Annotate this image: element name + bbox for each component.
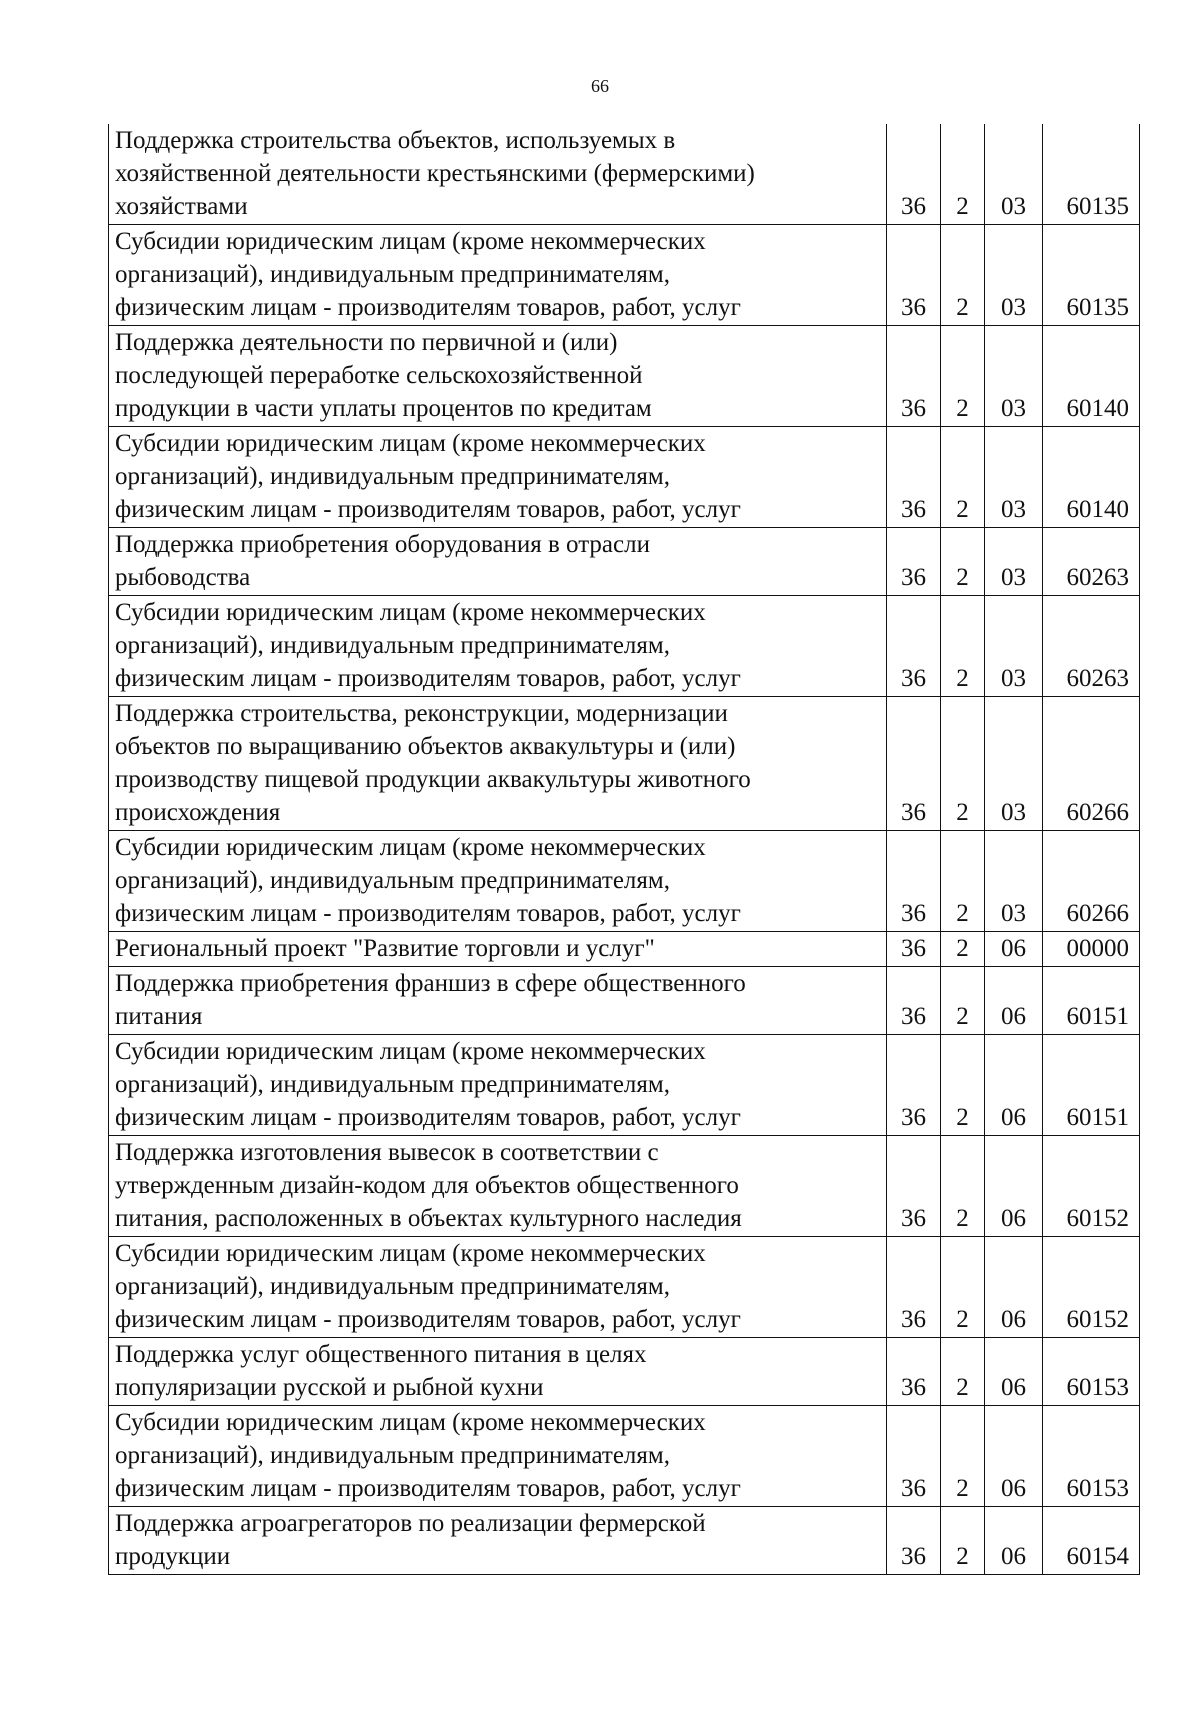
description-line: Региональный проект "Развитие торговли и услуг" (115, 935, 655, 962)
target-article-code: 60153 (1043, 1406, 1140, 1507)
row-description (109, 1406, 887, 1507)
table-row (109, 427, 1140, 528)
budget-table (108, 124, 1140, 1575)
description-line: физическим лицам - производителям товаров, работ, услуг (115, 294, 741, 321)
description-line: популяризации русской и рыбной кухни (115, 1374, 544, 1401)
subsection-code: 06 (985, 1237, 1043, 1338)
ministry-code: 36 (887, 427, 941, 528)
table-row (109, 1507, 1140, 1575)
ministry-code: 36 (887, 932, 941, 967)
table-row (109, 1338, 1140, 1406)
target-article-code: 60135 (1043, 225, 1140, 326)
table-row (109, 528, 1140, 596)
row-description (109, 596, 887, 697)
ministry-code: 36 (887, 967, 941, 1035)
row-description (109, 967, 887, 1035)
description-line: физическим лицам - производителям товаров, работ, услуг (115, 900, 741, 927)
row-description (109, 225, 887, 326)
target-article-code: 60135 (1043, 124, 1140, 225)
ministry-code: 36 (887, 225, 941, 326)
target-article-code: 60151 (1043, 967, 1140, 1035)
ministry-code: 36 (887, 326, 941, 427)
ministry-code: 36 (887, 528, 941, 596)
description-line: хозяйственной деятельности крестьянскими (фермерскими) (115, 160, 755, 187)
table-row (109, 697, 1140, 831)
row-description (109, 528, 887, 596)
description-line: организаций), индивидуальным предпринимателям, (115, 1442, 670, 1469)
section-code: 2 (941, 596, 985, 697)
description-line: производству пищевой продукции аквакультуры животного (115, 766, 751, 793)
description-line: Субсидии юридическим лицам (кроме некоммерческих (115, 834, 706, 861)
table-row (109, 967, 1140, 1035)
description-line: Субсидии юридическим лицам (кроме некоммерческих (115, 599, 706, 626)
description-line: физическим лицам - производителям товаров, работ, услуг (115, 1306, 741, 1333)
description-line: организаций), индивидуальным предпринимателям, (115, 867, 670, 894)
description-line: Поддержка деятельности по первичной и (или) (115, 329, 618, 356)
row-description (109, 326, 887, 427)
description-line: Поддержка приобретения франшиз в сфере общественного (115, 970, 746, 997)
subsection-code: 06 (985, 1035, 1043, 1136)
table-row (109, 596, 1140, 697)
description-line: Поддержка изготовления вывесок в соответствии с (115, 1139, 659, 1166)
subsection-code: 06 (985, 1507, 1043, 1575)
ministry-code: 36 (887, 596, 941, 697)
description-line: питания (115, 1003, 203, 1030)
subsection-code: 06 (985, 1338, 1043, 1406)
ministry-code: 36 (887, 1035, 941, 1136)
description-line: Поддержка агроагрегаторов по реализации фермерской (115, 1510, 706, 1537)
target-article-code: 60140 (1043, 427, 1140, 528)
description-line: организаций), индивидуальным предпринимателям, (115, 463, 670, 490)
target-article-code: 60263 (1043, 528, 1140, 596)
table-body (109, 124, 1140, 1575)
section-code: 2 (941, 932, 985, 967)
description-line: Субсидии юридическим лицам (кроме некоммерческих (115, 228, 706, 255)
subsection-code: 03 (985, 225, 1043, 326)
ministry-code: 36 (887, 697, 941, 831)
section-code: 2 (941, 697, 985, 831)
target-article-code: 60154 (1043, 1507, 1140, 1575)
subsection-code: 03 (985, 831, 1043, 932)
section-code: 2 (941, 967, 985, 1035)
target-article-code: 00000 (1043, 932, 1140, 967)
description-line: Поддержка приобретения оборудования в отрасли (115, 531, 650, 558)
description-line: физическим лицам - производителям товаров, работ, услуг (115, 665, 741, 692)
target-article-code: 60266 (1043, 831, 1140, 932)
ministry-code: 36 (887, 1136, 941, 1237)
target-article-code: 60152 (1043, 1237, 1140, 1338)
ministry-code: 36 (887, 124, 941, 225)
section-code: 2 (941, 1406, 985, 1507)
table-row (109, 831, 1140, 932)
description-line: питания, расположенных в объектах культурного наследия (115, 1205, 742, 1232)
page-number: 66 (591, 76, 609, 96)
subsection-code: 06 (985, 967, 1043, 1035)
section-code: 2 (941, 1338, 985, 1406)
section-code: 2 (941, 326, 985, 427)
subsection-code: 03 (985, 596, 1043, 697)
section-code: 2 (941, 225, 985, 326)
target-article-code: 60151 (1043, 1035, 1140, 1136)
description-line: хозяйствами (115, 193, 248, 220)
table-row (109, 1237, 1140, 1338)
description-line: Поддержка услуг общественного питания в целях (115, 1341, 647, 1368)
description-line: объектов по выращиванию объектов аквакультуры и (или) (115, 733, 736, 760)
description-line: продукции в части уплаты процентов по кредитам (115, 395, 652, 422)
ministry-code: 36 (887, 1237, 941, 1338)
ministry-code: 36 (887, 1338, 941, 1406)
target-article-code: 60153 (1043, 1338, 1140, 1406)
table-row (109, 225, 1140, 326)
description-line: Поддержка строительства объектов, используемых в (115, 127, 676, 154)
row-description (109, 124, 887, 225)
description-line: Субсидии юридическим лицам (кроме некоммерческих (115, 1038, 706, 1065)
table-row (109, 124, 1140, 225)
subsection-code: 03 (985, 427, 1043, 528)
ministry-code: 36 (887, 1406, 941, 1507)
row-description (109, 427, 887, 528)
section-code: 2 (941, 528, 985, 596)
description-line: организаций), индивидуальным предпринимателям, (115, 632, 670, 659)
table-row (109, 1136, 1140, 1237)
description-line: организаций), индивидуальным предпринимателям, (115, 261, 670, 288)
description-line: рыбоводства (115, 564, 251, 591)
description-line: Субсидии юридическим лицам (кроме некоммерческих (115, 1240, 706, 1267)
subsection-code: 06 (985, 932, 1043, 967)
row-description (109, 1136, 887, 1237)
target-article-code: 60140 (1043, 326, 1140, 427)
row-description (109, 697, 887, 831)
description-line: физическим лицам - производителям товаров, работ, услуг (115, 496, 741, 523)
table-row (109, 932, 1140, 967)
description-line: Субсидии юридическим лицам (кроме некоммерческих (115, 430, 706, 457)
description-line: последующей переработке сельскохозяйственной (115, 362, 643, 389)
description-line: Поддержка строительства, реконструкции, модернизации (115, 700, 728, 727)
table-row (109, 1035, 1140, 1136)
row-description (109, 1507, 887, 1575)
description-line: Субсидии юридическим лицам (кроме некоммерческих (115, 1409, 706, 1436)
section-code: 2 (941, 1136, 985, 1237)
subsection-code: 06 (985, 1136, 1043, 1237)
section-code: 2 (941, 1507, 985, 1575)
section-code: 2 (941, 1035, 985, 1136)
section-code: 2 (941, 124, 985, 225)
table-row (109, 326, 1140, 427)
description-line: физическим лицам - производителям товаров, работ, услуг (115, 1475, 741, 1502)
ministry-code: 36 (887, 1507, 941, 1575)
subsection-code: 03 (985, 697, 1043, 831)
row-description (109, 1237, 887, 1338)
description-line: организаций), индивидуальным предпринимателям, (115, 1071, 670, 1098)
subsection-code: 03 (985, 528, 1043, 596)
table-row (109, 1406, 1140, 1507)
section-code: 2 (941, 1237, 985, 1338)
description-line: физическим лицам - производителям товаров, работ, услуг (115, 1104, 741, 1131)
row-description (109, 831, 887, 932)
row-description (109, 1035, 887, 1136)
row-description (109, 1338, 887, 1406)
subsection-code: 03 (985, 124, 1043, 225)
ministry-code: 36 (887, 831, 941, 932)
section-code: 2 (941, 427, 985, 528)
description-line: организаций), индивидуальным предпринимателям, (115, 1273, 670, 1300)
subsection-code: 03 (985, 326, 1043, 427)
target-article-code: 60266 (1043, 697, 1140, 831)
description-line: происхождения (115, 799, 281, 826)
subsection-code: 06 (985, 1406, 1043, 1507)
target-article-code: 60152 (1043, 1136, 1140, 1237)
description-line: продукции (115, 1543, 231, 1570)
section-code: 2 (941, 831, 985, 932)
row-description (109, 932, 887, 967)
description-line: утвержденным дизайн-кодом для объектов общественного (115, 1172, 739, 1199)
target-article-code: 60263 (1043, 596, 1140, 697)
